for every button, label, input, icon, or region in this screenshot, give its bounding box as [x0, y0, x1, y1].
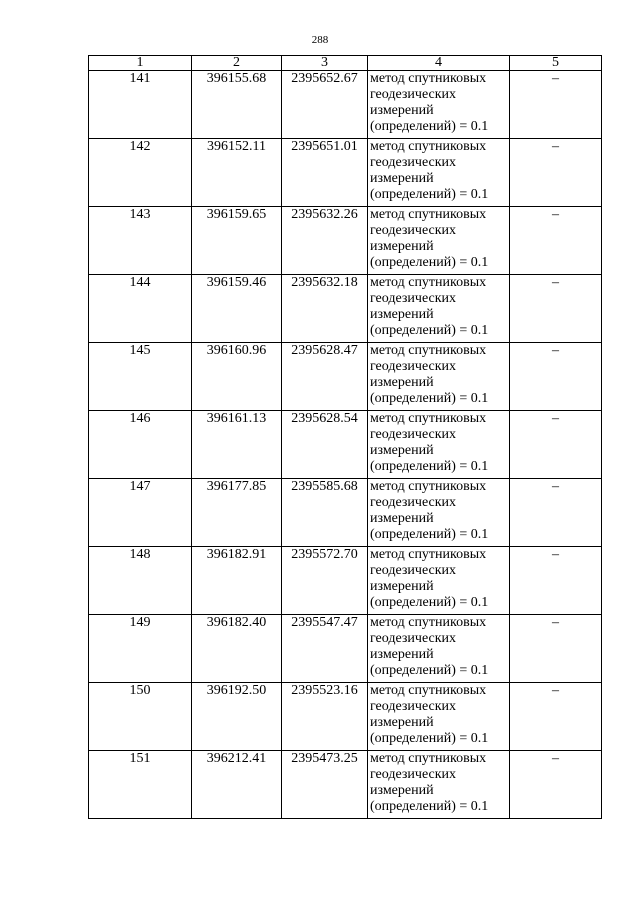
note-cell: –: [510, 479, 602, 547]
header-row: [89, 56, 602, 71]
table-row: [89, 683, 602, 751]
table-row: [89, 207, 602, 275]
method-line: геодезических: [370, 495, 457, 510]
method-cell: [368, 343, 510, 411]
x-coordinate-cell: 396160.96: [192, 343, 282, 411]
y-coordinate-cell: 2395547.47: [282, 615, 368, 683]
point-number-cell: 145: [89, 343, 192, 411]
method-line: (определений) = 0.1: [370, 119, 489, 134]
note-cell: –: [510, 207, 602, 275]
method-line: геодезических: [370, 427, 457, 442]
page-number: 288: [311, 34, 329, 46]
note-cell: –: [510, 751, 602, 819]
method-line: геодезических: [370, 699, 457, 714]
method-line: метод спутниковых: [370, 615, 487, 630]
method-line: (определений) = 0.1: [370, 799, 489, 814]
table-row: [89, 751, 602, 819]
method-line: метод спутниковых: [370, 275, 487, 290]
y-coordinate-cell: 2395473.25: [282, 751, 368, 819]
table-row: [89, 71, 602, 139]
note-cell: –: [510, 139, 602, 207]
x-coordinate-cell: 396155.68: [192, 71, 282, 139]
y-coordinate-cell: 2395572.70: [282, 547, 368, 615]
y-coordinate-cell: 2395585.68: [282, 479, 368, 547]
y-coordinate-cell: 2395628.47: [282, 343, 368, 411]
method-line: геодезических: [370, 631, 457, 646]
note-cell: –: [510, 615, 602, 683]
table-row: [89, 411, 602, 479]
header-col-5: 5: [510, 56, 602, 71]
y-coordinate-cell: 2395651.01: [282, 139, 368, 207]
method-line: геодезических: [370, 223, 457, 238]
point-number-cell: 150: [89, 683, 192, 751]
note-cell: –: [510, 683, 602, 751]
table-header: [89, 56, 602, 71]
table-row: [89, 479, 602, 547]
method-line: геодезических: [370, 767, 457, 782]
note-cell: –: [510, 343, 602, 411]
header-col-1: 1: [89, 56, 192, 71]
method-line: измерений: [370, 647, 434, 662]
note-cell: –: [510, 275, 602, 343]
method-line: (определений) = 0.1: [370, 663, 489, 678]
method-line: измерений: [370, 307, 434, 322]
method-line: метод спутниковых: [370, 207, 487, 222]
method-line: измерений: [370, 783, 434, 798]
method-cell: [368, 207, 510, 275]
x-coordinate-cell: 396161.13: [192, 411, 282, 479]
method-cell: [368, 139, 510, 207]
table-row: [89, 615, 602, 683]
method-line: (определений) = 0.1: [370, 255, 489, 270]
method-line: геодезических: [370, 87, 457, 102]
method-line: геодезических: [370, 563, 457, 578]
x-coordinate-cell: 396182.91: [192, 547, 282, 615]
y-coordinate-cell: 2395628.54: [282, 411, 368, 479]
method-line: геодезических: [370, 359, 457, 374]
header-col-3: 3: [282, 56, 368, 71]
method-line: измерений: [370, 171, 434, 186]
method-cell: [368, 275, 510, 343]
method-cell: [368, 547, 510, 615]
method-line: (определений) = 0.1: [370, 731, 489, 746]
method-line: метод спутниковых: [370, 411, 487, 426]
table-row: [89, 343, 602, 411]
point-number-cell: 143: [89, 207, 192, 275]
header-col-4: 4: [368, 56, 510, 71]
method-line: измерений: [370, 375, 434, 390]
x-coordinate-cell: 396177.85: [192, 479, 282, 547]
method-line: измерений: [370, 715, 434, 730]
method-line: (определений) = 0.1: [370, 187, 489, 202]
y-coordinate-cell: 2395632.18: [282, 275, 368, 343]
method-cell: [368, 479, 510, 547]
method-line: метод спутниковых: [370, 71, 487, 86]
y-coordinate-cell: 2395652.67: [282, 71, 368, 139]
method-line: (определений) = 0.1: [370, 323, 489, 338]
method-line: метод спутниковых: [370, 751, 487, 766]
point-number-cell: 146: [89, 411, 192, 479]
method-cell: [368, 71, 510, 139]
x-coordinate-cell: 396159.46: [192, 275, 282, 343]
method-line: метод спутниковых: [370, 343, 487, 358]
method-cell: [368, 683, 510, 751]
y-coordinate-cell: 2395523.16: [282, 683, 368, 751]
method-line: измерений: [370, 511, 434, 526]
method-line: (определений) = 0.1: [370, 459, 489, 474]
method-line: измерений: [370, 103, 434, 118]
point-number-cell: 142: [89, 139, 192, 207]
method-cell: [368, 615, 510, 683]
method-line: измерений: [370, 239, 434, 254]
x-coordinate-cell: 396212.41: [192, 751, 282, 819]
method-line: метод спутниковых: [370, 139, 487, 154]
x-coordinate-cell: 396192.50: [192, 683, 282, 751]
note-cell: –: [510, 411, 602, 479]
coordinates-table: [88, 55, 602, 819]
method-line: (определений) = 0.1: [370, 595, 489, 610]
method-line: метод спутниковых: [370, 683, 487, 698]
header-col-2: 2: [192, 56, 282, 71]
table-row: [89, 547, 602, 615]
method-cell: [368, 411, 510, 479]
point-number-cell: 148: [89, 547, 192, 615]
x-coordinate-cell: 396152.11: [192, 139, 282, 207]
method-line: измерений: [370, 443, 434, 458]
point-number-cell: 151: [89, 751, 192, 819]
table-row: [89, 139, 602, 207]
method-line: геодезических: [370, 155, 457, 170]
method-cell: [368, 751, 510, 819]
point-number-cell: 147: [89, 479, 192, 547]
method-line: (определений) = 0.1: [370, 391, 489, 406]
point-number-cell: 149: [89, 615, 192, 683]
table-row: [89, 275, 602, 343]
method-line: (определений) = 0.1: [370, 527, 489, 542]
method-line: геодезических: [370, 291, 457, 306]
x-coordinate-cell: 396159.65: [192, 207, 282, 275]
method-line: измерений: [370, 579, 434, 594]
method-line: метод спутниковых: [370, 547, 487, 562]
y-coordinate-cell: 2395632.26: [282, 207, 368, 275]
point-number-cell: 144: [89, 275, 192, 343]
note-cell: –: [510, 547, 602, 615]
note-cell: –: [510, 71, 602, 139]
table-body: [89, 71, 602, 819]
point-number-cell: 141: [89, 71, 192, 139]
x-coordinate-cell: 396182.40: [192, 615, 282, 683]
method-line: метод спутниковых: [370, 479, 487, 494]
